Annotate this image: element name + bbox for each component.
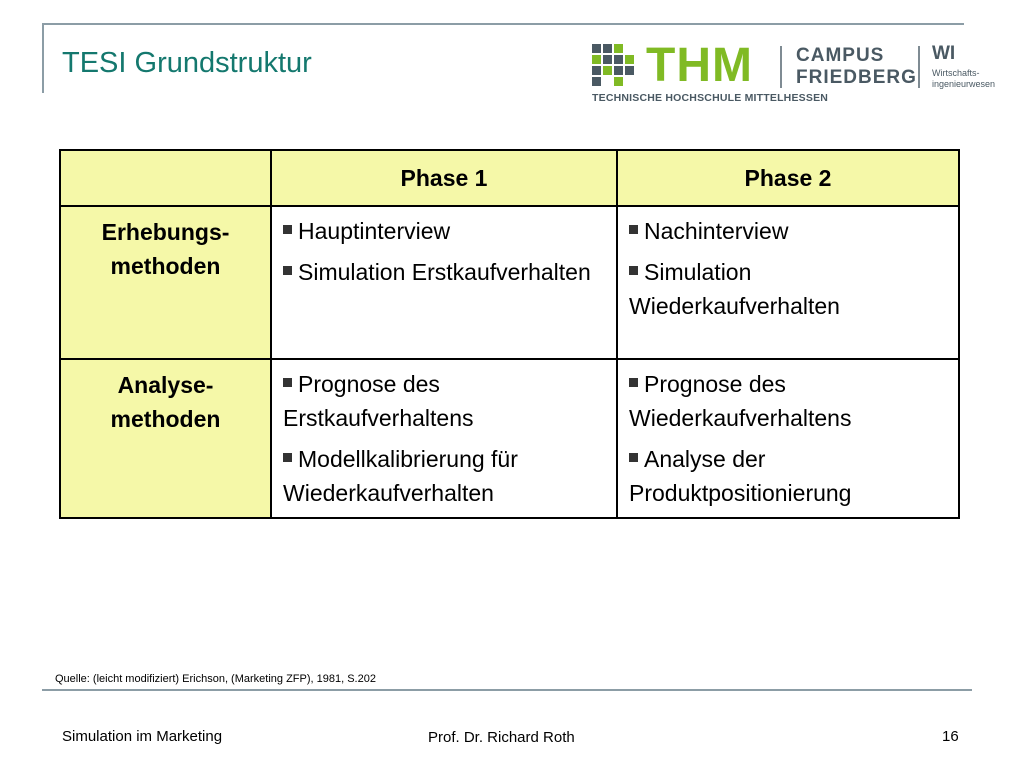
table-header-empty [60, 150, 271, 206]
footer-course-title: Simulation im Marketing [62, 728, 223, 745]
slide-frame-top-line [42, 23, 964, 25]
bullet-square-icon [629, 453, 638, 462]
table-row [60, 359, 959, 518]
list-item: Prognose des Erstkaufverhaltens [283, 371, 474, 431]
row-label-erhebungsmethoden: Erhebungs- methoden [60, 206, 271, 359]
table-row [60, 206, 959, 359]
list-item: Simulation Wiederkaufverhalten [629, 259, 840, 319]
table-cell [271, 359, 617, 518]
bullet-square-icon [629, 378, 638, 387]
footer-divider [42, 689, 972, 691]
logo-divider [780, 46, 782, 88]
table-cell [617, 206, 959, 359]
slide-frame-left-line [42, 23, 44, 93]
logo-divider [918, 46, 920, 88]
table-cell [617, 359, 959, 518]
table-header-phase1: Phase 1 [271, 150, 617, 206]
list-item: Simulation Erstkaufverhalten [283, 255, 608, 289]
table-header-phase2: Phase 2 [617, 150, 959, 206]
bullet-square-icon [283, 378, 292, 387]
bullet-square-icon [283, 453, 292, 462]
list-item: Analyse der Produktpositionierung [629, 446, 852, 506]
thm-subtitle: TECHNISCHE HOCHSCHULE MITTELHESSEN [592, 92, 829, 104]
wi-label: WI Wirtschafts- ingenieurwesen [932, 43, 996, 89]
table-header-row [60, 150, 959, 206]
footer-author: Prof. Dr. Richard Roth [428, 729, 575, 746]
bullet-square-icon [629, 266, 638, 275]
bullet-square-icon [629, 225, 638, 234]
thm-dot-grid-icon [592, 44, 634, 86]
structure-table [59, 149, 960, 519]
slide-title: TESI Grundstruktur [62, 47, 312, 79]
row-label-analysemethoden: Analyse- methoden [60, 359, 271, 518]
bullet-square-icon [283, 266, 292, 275]
source-citation: Quelle: (leicht modifiziert) Erichson, (Marketing ZFP), 1981, S.202 [55, 673, 376, 685]
list-item: Nachinterview [629, 214, 950, 248]
bullet-square-icon [283, 225, 292, 234]
list-item: Modellkalibrierung für Wiederkaufverhalten [283, 446, 518, 506]
thm-logo [588, 40, 998, 106]
thm-wordmark: THM [646, 39, 753, 92]
list-item: Hauptinterview [283, 214, 608, 248]
campus-label: CAMPUS FRIEDBERG [796, 45, 917, 88]
page-number: 16 [942, 728, 959, 745]
list-item: Prognose des Wiederkaufverhaltens [629, 371, 852, 431]
table-cell [271, 206, 617, 359]
